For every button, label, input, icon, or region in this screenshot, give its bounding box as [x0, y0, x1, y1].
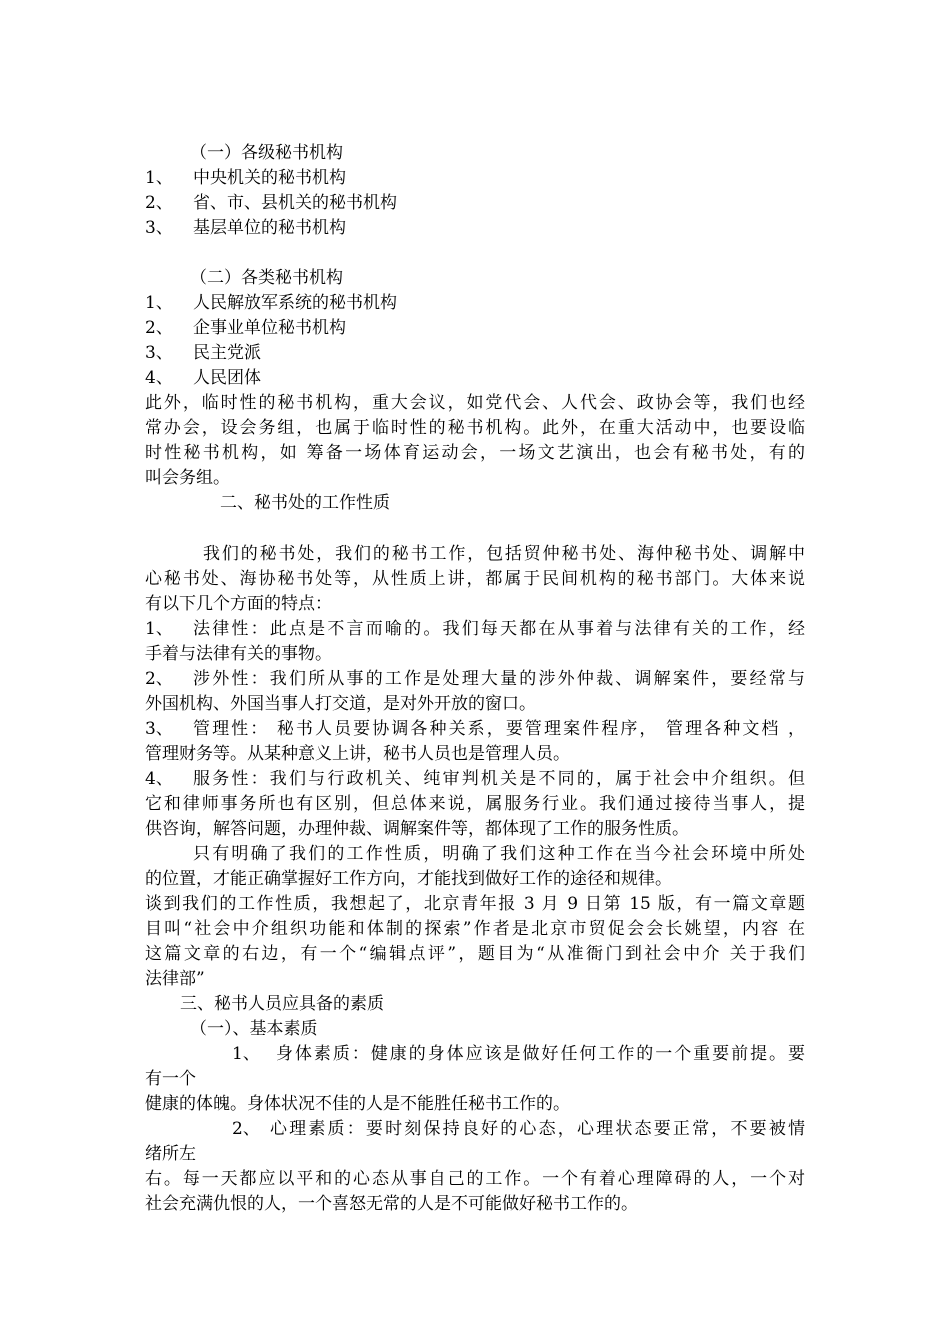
part3-subheading: （一）、基本素质 — [190, 1019, 318, 1039]
list-number: 3、 — [145, 343, 173, 363]
trait-line: 供咨询，解答问题，办理仲裁、调解案件等，都体现了工作的服务性质。 — [145, 819, 689, 839]
list-number: 3、 — [145, 719, 173, 739]
list-number: 2、 — [145, 669, 173, 689]
trait-line: 它和律师事务所也有区别，但总体来说，属服务行业。我们通过接待当事人，提 — [145, 794, 805, 814]
quality-line: 社会充满仇恨的人，一个喜怒无常的人是不可能做好秘书工作的。 — [145, 1194, 638, 1214]
list-number: 2、 — [232, 1119, 260, 1139]
paragraph-line: 的位置，才能正确掌握好工作方向，才能找到做好工作的途径和规律。 — [145, 869, 672, 889]
paragraph-line: 目叫“社会中介组织功能和体制的探索”作者是北京市贸促会会长姚望，内容 在 — [145, 919, 805, 939]
part3-heading: 三、秘书人员应具备的素质 — [180, 994, 384, 1014]
trait-line: 管理性： 秘书人员要协调各种关系，要管理案件程序， 管理各种文档 ， — [193, 719, 805, 739]
trait-line: 外国机构、外国当事人打交道，是对外开放的窗口。 — [145, 694, 536, 714]
paragraph-line: 有以下几个方面的特点： — [145, 594, 332, 614]
paragraph-line: 这篇文章的右边，有一个“编辑点评”，题目为“从准衙门到社会中介 关于我们 — [145, 944, 805, 964]
list-item: 人民解放军系统的秘书机构 — [193, 293, 397, 313]
list-number: 2、 — [145, 318, 173, 338]
list-number: 3、 — [145, 218, 173, 238]
paragraph-line: 常办会，设会务组，也属于临时性的秘书机构。此外，在重大活动中，也要设临 — [145, 418, 805, 438]
list-number: 2、 — [145, 193, 173, 213]
list-item: 企事业单位秘书机构 — [193, 318, 346, 338]
list-number: 4、 — [145, 769, 173, 789]
quality-line: 有一个 — [145, 1069, 196, 1089]
list-number: 1、 — [145, 619, 173, 639]
list-item: 人民团体 — [193, 368, 261, 388]
trait-line: 涉外性：我们所从事的工作是处理大量的涉外仲裁、调解案件，要经常与 — [193, 669, 805, 689]
paragraph-line: 此外，临时性的秘书机构，重大会议，如党代会、人代会、政协会等，我们也经 — [145, 393, 805, 413]
trait-line: 服务性：我们与行政机关、纯审判机关是不同的，属于社会中介组织。但 — [193, 769, 805, 789]
list-item: 民主党派 — [193, 343, 261, 363]
trait-line: 法律性：此点是不言而喻的。我们每天都在从事着与法律有关的工作，经 — [193, 619, 805, 639]
section2-heading: （二）各类秘书机构 — [190, 268, 343, 288]
part2-heading: 二、秘书处的工作性质 — [220, 493, 390, 513]
list-item: 基层单位的秘书机构 — [193, 218, 346, 238]
list-number: 1、 — [145, 293, 173, 313]
list-number: 4、 — [145, 368, 173, 388]
quality-line: 身体素质：健康的身体应该是做好任何工作的一个重要前提。要 — [276, 1044, 805, 1064]
paragraph-line: 叫会务组。 — [145, 468, 230, 488]
paragraph-line: 谈到我们的工作性质，我想起了，北京青年报 3 月 9 日第 15 版，有一篇文章题 — [145, 894, 805, 914]
paragraph-line: 法律部” — [145, 969, 205, 989]
list-number: 1、 — [232, 1044, 260, 1064]
trait-line: 管理财务等。从某种意义上讲，秘书人员也是管理人员。 — [145, 744, 570, 764]
quality-line: 心理素质：要时刻保持良好的心态，心理状态要正常，不要被情 — [270, 1119, 805, 1139]
list-item: 省、市、县机关的秘书机构 — [193, 193, 397, 213]
quality-line: 绪所左 — [145, 1144, 196, 1164]
paragraph-line: 时性秘书机构，如 筹备一场体育运动会，一场文艺演出，也会有秘书处，有的 — [145, 443, 805, 463]
trait-line: 手着与法律有关的事物。 — [145, 644, 332, 664]
list-item: 中央机关的秘书机构 — [193, 168, 346, 188]
paragraph-line: 心秘书处、海协秘书处等，从性质上讲，都属于民间机构的秘书部门。大体来说 — [145, 569, 805, 589]
quality-line: 健康的体魄。身体状况不佳的人是不能胜任秘书工作的。 — [145, 1094, 570, 1114]
section1-heading: （一）各级秘书机构 — [190, 143, 343, 163]
quality-line: 右。每一天都应以平和的心态从事自己的工作。一个有着心理障碍的人，一个对 — [145, 1169, 805, 1189]
paragraph-line: 我们的秘书处，我们的秘书工作，包括贸仲秘书处、海仲秘书处、调解中 — [203, 544, 805, 564]
list-number: 1、 — [145, 168, 173, 188]
paragraph-line: 只有明确了我们的工作性质，明确了我们这种工作在当今社会环境中所处 — [193, 844, 805, 864]
